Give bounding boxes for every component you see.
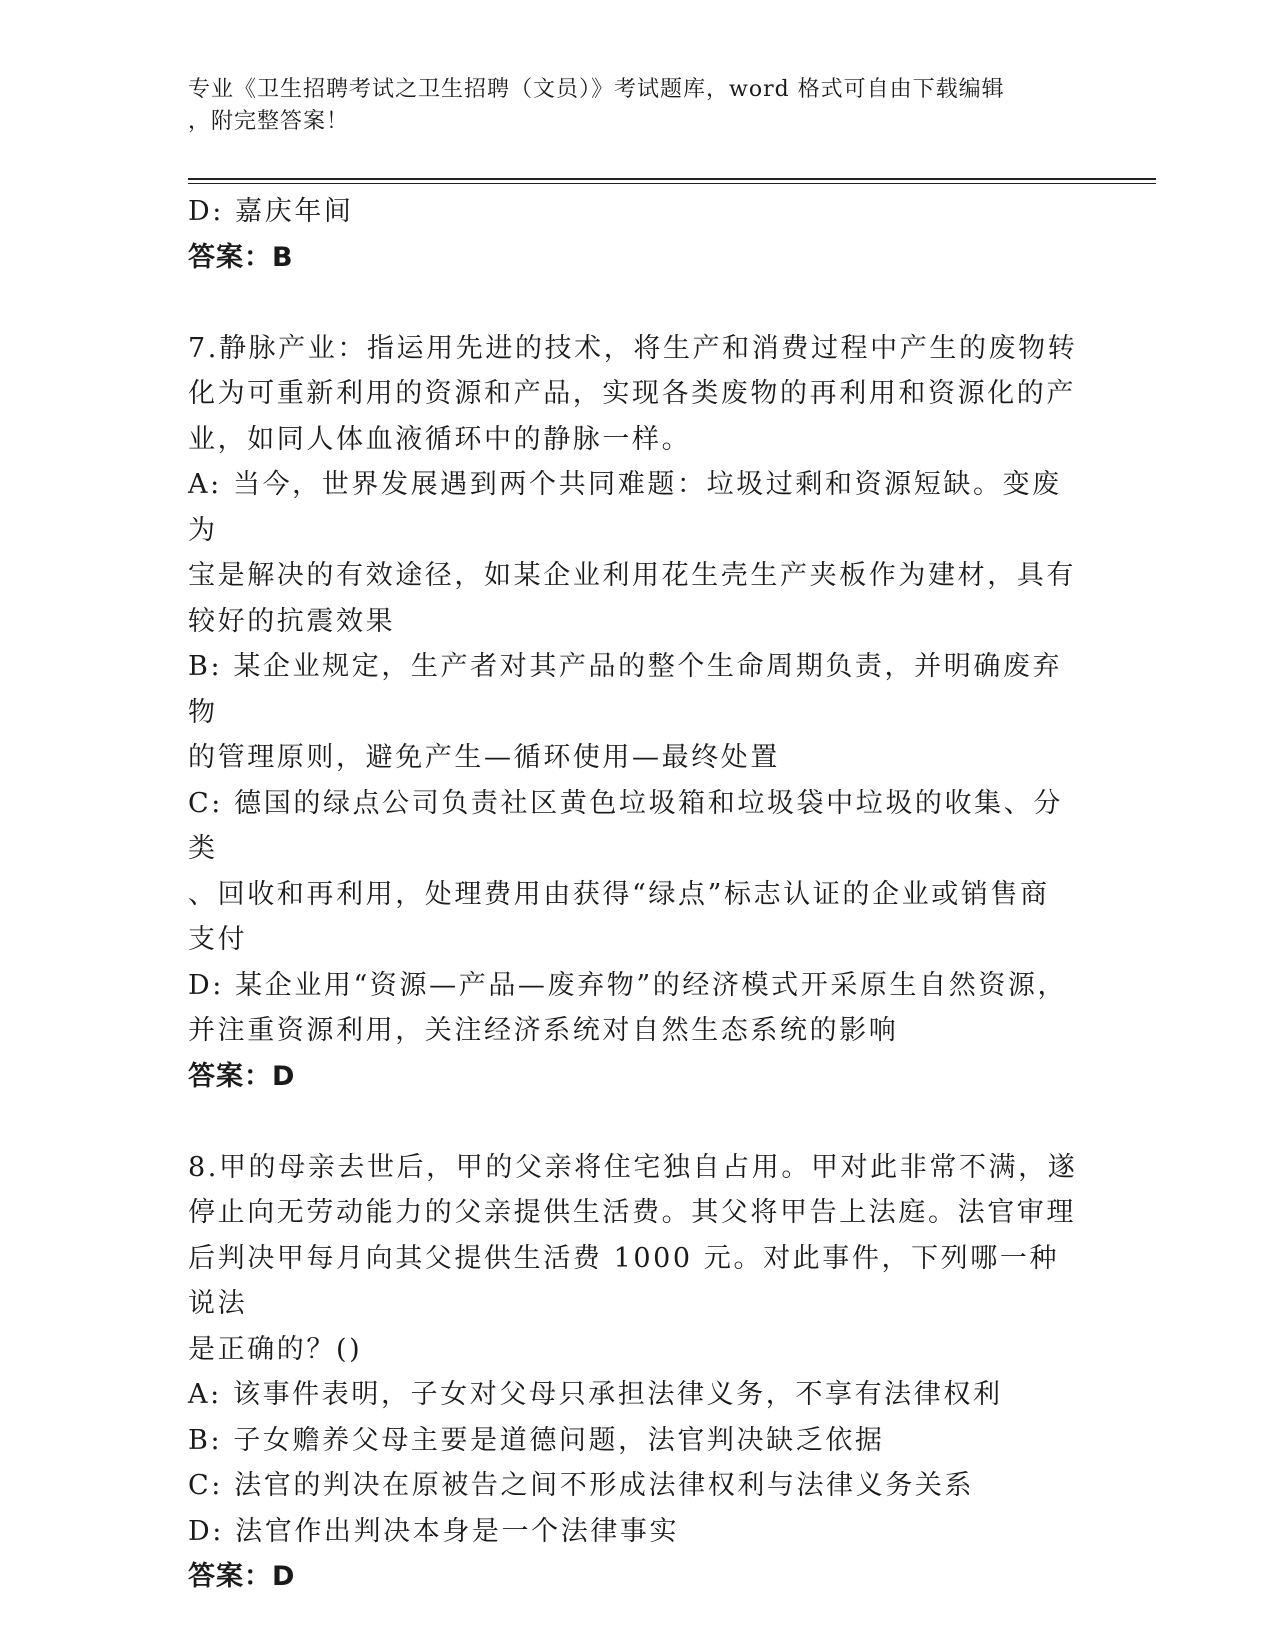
header-divider-thick — [188, 178, 1156, 180]
option-d-line: 并注重资源利用，关注经济系统对自然生态系统的影响 — [188, 1015, 899, 1046]
answer-line: 答案：B — [188, 241, 294, 273]
option-d-line: D: 某企业用“资源—产品—废弃物”的经济模式开采原生自然资源， — [188, 969, 1068, 1001]
option-d-line: D: 法官作出判决本身是一个法律事实 — [188, 1515, 680, 1547]
option-b-line: B: 某企业规定，生产者对其产品的整个生命周期负责，并明确废弃物 — [188, 651, 1063, 728]
spacer — [188, 1099, 1078, 1145]
header-divider-thin — [188, 183, 1156, 184]
question-stem-line: 停止向无劳动能力的父亲提供生活费。其父将甲告上法庭。法官审理 — [188, 1197, 1076, 1228]
question-stem-line: 是正确的？() — [188, 1333, 363, 1365]
option-a-line: 较好的抗震效果 — [188, 605, 396, 637]
option-b-line: 的管理原则，避免产生—循环使用—最终处置 — [188, 742, 780, 773]
option-d: D: 嘉庆年间 — [188, 196, 354, 227]
header-line-1: 专业《卫生招聘考试之卫生招聘（文员）》考试题库，word 格式可自由下载编辑 — [188, 77, 1005, 102]
question-stem-line: 8.甲的母亲去世后，甲的父亲将住宅独自占用。甲对此非常不满，遂 — [188, 1151, 1078, 1183]
document-header — [188, 74, 1068, 138]
option-c-line: 、回收和再利用，处理费用由获得“绿点”标志认证的企业或销售商 — [188, 878, 1050, 910]
question-8 — [188, 1145, 1078, 1600]
option-a-line: A: 该事件表明，子女对父母只承担法律义务，不享有法律权利 — [188, 1379, 1003, 1410]
header-line-2: ，附完整答案！ — [188, 109, 350, 134]
option-a-line: 宝是解决的有效途径，如某企业利用花生壳生产夹板作为建材，具有 — [188, 560, 1076, 591]
option-c-line: 支付 — [188, 924, 248, 955]
spacer — [188, 280, 1078, 326]
question-stem-line: 化为可重新利用的资源和产品，实现各类废物的再利用和资源化的产 — [188, 378, 1076, 409]
previous-question-tail — [188, 189, 1078, 280]
answer-line: 答案：D — [188, 1561, 296, 1592]
option-b-line: B: 子女赡养父母主要是道德问题，法官判决缺乏依据 — [188, 1424, 885, 1456]
question-stem-line: 7.静脉产业：指运用先进的技术，将生产和消费过程中产生的废物转 — [188, 332, 1078, 364]
question-stem-line: 业，如同人体血液循环中的静脉一样。 — [188, 423, 692, 455]
document-body — [188, 189, 1078, 1600]
option-a-line: A: 当今，世界发展遇到两个共同难题：垃圾过剩和资源短缺。变废为 — [188, 469, 1062, 546]
answer-line: 答案：D — [188, 1060, 296, 1092]
question-7 — [188, 326, 1078, 1100]
option-c-line: C: 德国的绿点公司负责社区黄色垃圾箱和垃圾袋中垃圾的收集、分类 — [188, 787, 1063, 864]
question-stem-line: 后判决甲每月向其父提供生活费 1000 元。对此事件，下列哪一种说法 — [188, 1242, 1060, 1319]
option-c-line: C: 法官的判决在原被告之间不形成法律权利与法律义务关系 — [188, 1470, 975, 1501]
